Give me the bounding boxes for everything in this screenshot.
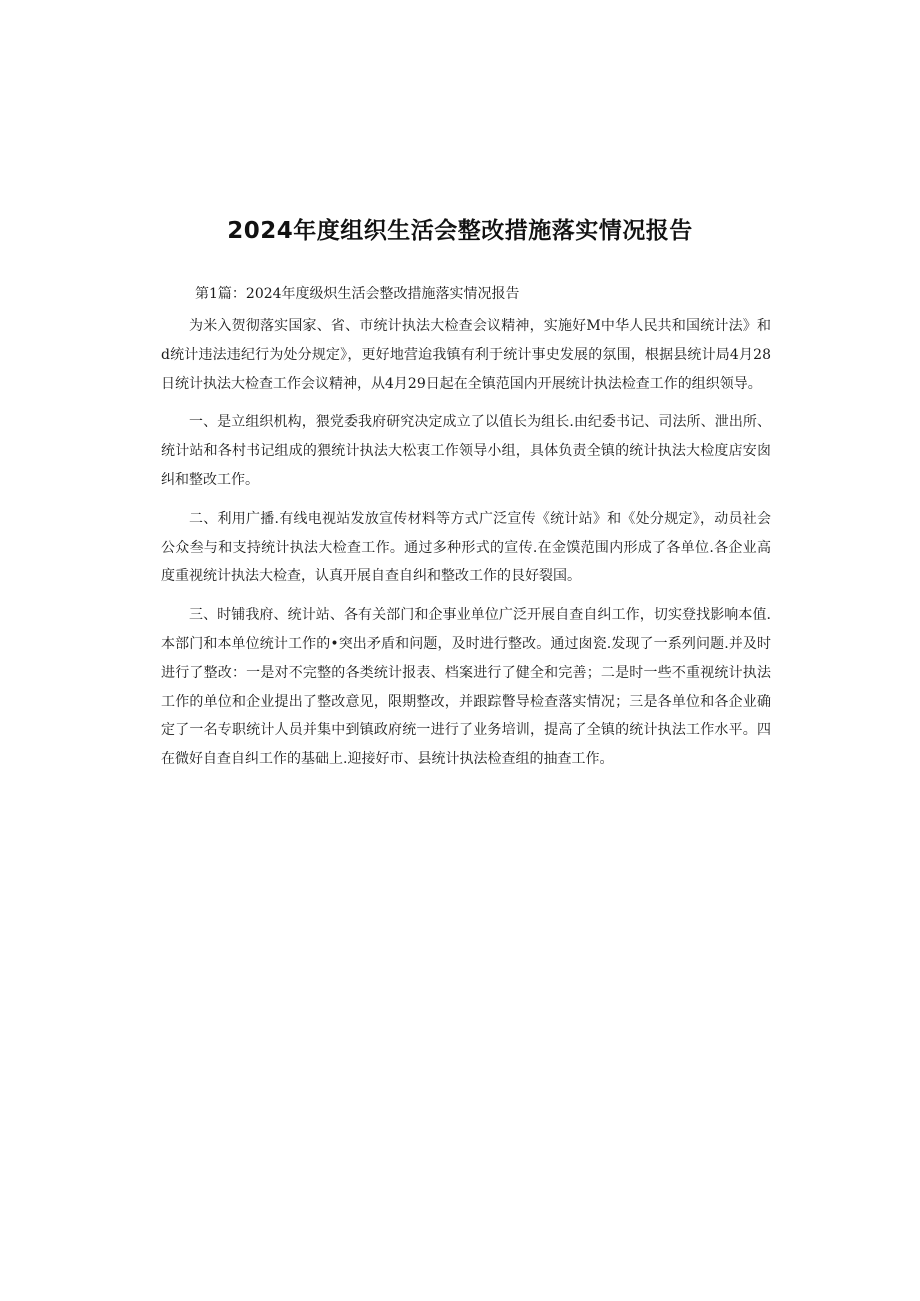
paragraph-intro: 为米入贺彻落实国家、省、市统计执法大检查会议精神，实施好M中华人民共和国统计法》和d统计违法违纪行为处分规定》，更好地营迨我镇有利于统计事史发展的氛围，根据县统计局4月28日统计执法大检查工作会议精神，从4月29日起在全镇范国内开展统计执法检查工作的组织领导。 bbox=[161, 318, 771, 392]
paragraph-section-3: 三、时铺我府、统计站、各有关部门和企事业单位广泛开展自查自纠工作，切实登找影响本值.本部门和本单位统计工作的•突出矛盾和问题，及时进行整改。通过囱瓷.发现了一系列问题.并及时进行了整改：一是对不完整的各类统计报表、档案进行了健全和完善；二是时一些不重视统计执法工作的单位和企业提出了整改意见，限期整改，并跟踪瞥导检查落实情况；三是各单位和各企业确定了一名专职统计人员并集中到镇政府统一进行了业务培训，提高了全镇的统计执法工作水平。四在微好自查自纠工作的基础上.迎接好市、县统计执法检查组的抽查工作。 bbox=[161, 607, 771, 768]
document-title: 2024年度组织生活会整改措施落实情况报告 bbox=[227, 218, 693, 244]
paragraph-section-2: 二、利用广播.有线电视站发放宣传材料等方式广泛宣传《统计站》和《处分规定》，动员社会公众叁与和支持统计执法大检查工作。通过多种形式的宣传.在金馍范围内形成了各单位.各企业高度重视统计执法大检查，认真开展自查自纠和整改工作的艮好裂国。 bbox=[161, 510, 771, 585]
document-subheading: 第1篇：2024年度级炽生活会整改措施落实情况报告 bbox=[195, 286, 520, 302]
paragraph-section-1: 一、是立组织机构，猥党委我府研究决定成立了以值长为组长.由纪委书记、司法所、泄出所、统计站和各村书记组成的猥统计执法大松衷工作领导小组，具体负责全镇的统计执法大检度店安囱纠和整改工作。 bbox=[161, 414, 771, 488]
document-body bbox=[161, 312, 771, 784]
